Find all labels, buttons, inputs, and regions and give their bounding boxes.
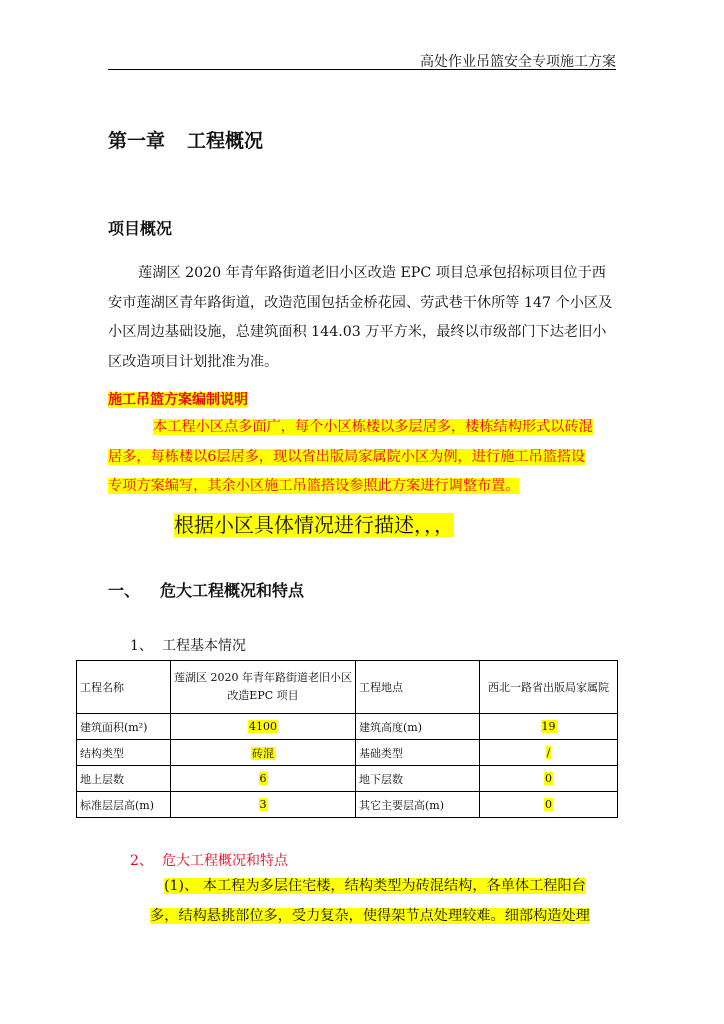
table-value-text: 19 (541, 720, 556, 733)
table-value-cell (480, 792, 618, 818)
table-value-cell (171, 714, 356, 740)
basket-plan-paragraph (108, 413, 618, 502)
table-value-cell (480, 714, 618, 740)
table-value-cell: 莲湖区 2020 年青年路街道老旧小区改造EPC 项目 (171, 661, 356, 714)
basic-info-heading (130, 635, 246, 655)
table-label-cell: 其它主要层高(m) (356, 792, 480, 818)
table-label-cell: 地下层数 (356, 766, 480, 792)
table-value-text: 6 (259, 772, 267, 785)
table-label-cell: 结构类型 (77, 740, 171, 766)
basket-plan-line: 本工程小区点多面广，每个小区栋楼以多层居多，楼栋结构形式以砖混 (153, 419, 593, 435)
project-overview-paragraph: 莲湖区 2020 年青年路街道老旧小区改造 EPC 项目总承包招标项目位于西安市莲湖区青年路街道，改造范围包括金桥花园、劳武巷干休所等 147 个小区及小区周边基础设施，总建筑面积 144.03 万平方米，最终以市级部门下达老旧小区改造项目计划批准为准。 (108, 265, 613, 370)
table-value-cell (171, 766, 356, 792)
table-label-cell: 建筑高度(m) (356, 714, 480, 740)
table-row (77, 766, 618, 792)
table-value-cell: 西北一路省出版局家属院 (480, 661, 618, 714)
table-row (77, 740, 618, 766)
basic-info-number: 1、 (130, 638, 153, 654)
table-label-cell: 建筑面积(m²) (77, 714, 171, 740)
table-value-cell (171, 740, 356, 766)
section-one-title: 危大工程概况和特点 (160, 581, 305, 600)
highlight-note (174, 510, 454, 540)
basket-plan-heading (108, 390, 248, 410)
hazard-heading (130, 850, 288, 870)
project-info-table (76, 660, 618, 818)
highlight-note-text: 根据小区具体情况进行描述，，， (174, 513, 454, 537)
basket-plan-line: 居多，每栋楼以6层居多，现以省出版局家属院小区为例，进行施工吊篮搭设 (108, 448, 586, 465)
table-value-text: 4100 (249, 720, 277, 733)
basket-plan-heading-text: 施工吊篮方案编制说明 (108, 392, 248, 408)
basic-info-title: 工程基本情况 (162, 638, 246, 654)
table-value-cell (171, 792, 356, 818)
project-overview-heading: 项目概况 (108, 219, 173, 238)
table-value-text: 砖混 (252, 746, 274, 760)
table-label-cell: 地上层数 (77, 766, 171, 792)
hazard-paragraph (150, 872, 618, 931)
hazard-title: 危大工程概况和特点 (162, 853, 288, 869)
header-divider (108, 69, 616, 70)
table-value-text: 0 (545, 772, 552, 785)
table-value-text: / (546, 746, 551, 759)
table-row (77, 661, 618, 714)
table-value-text: 0 (545, 798, 552, 811)
section-one-heading (108, 578, 304, 601)
chapter-heading (108, 126, 263, 153)
hazard-line: (1)、 本工程为多层住宅楼，结构类型为砖混结构，各单体工程阳台 (164, 878, 586, 894)
document-header-title: 高处作业吊篮安全专项施工方案 (420, 54, 616, 70)
table-row (77, 792, 618, 818)
table-label-cell: 工程名称 (77, 661, 171, 714)
hazard-number: 2、 (130, 853, 153, 869)
chapter-number: 第一章 (108, 130, 166, 152)
table-label-cell: 基础类型 (356, 740, 480, 766)
table-value-cell (480, 740, 618, 766)
hazard-line: 多，结构悬挑部位多，受力复杂，使得架节点处理较难。细部构造处理 (150, 907, 590, 924)
table-label-cell: 标准层层高(m) (77, 792, 171, 818)
table-value-cell (480, 766, 618, 792)
table-row (77, 714, 618, 740)
table-label-cell: 工程地点 (356, 661, 480, 714)
chapter-title: 工程概况 (187, 130, 264, 152)
basket-plan-line: 专项方案编写，其余小区施工吊篮搭设参照此方案进行调整布置。 (108, 478, 520, 494)
table-value-text: 3 (259, 798, 267, 811)
section-one-number: 一、 (108, 581, 141, 600)
